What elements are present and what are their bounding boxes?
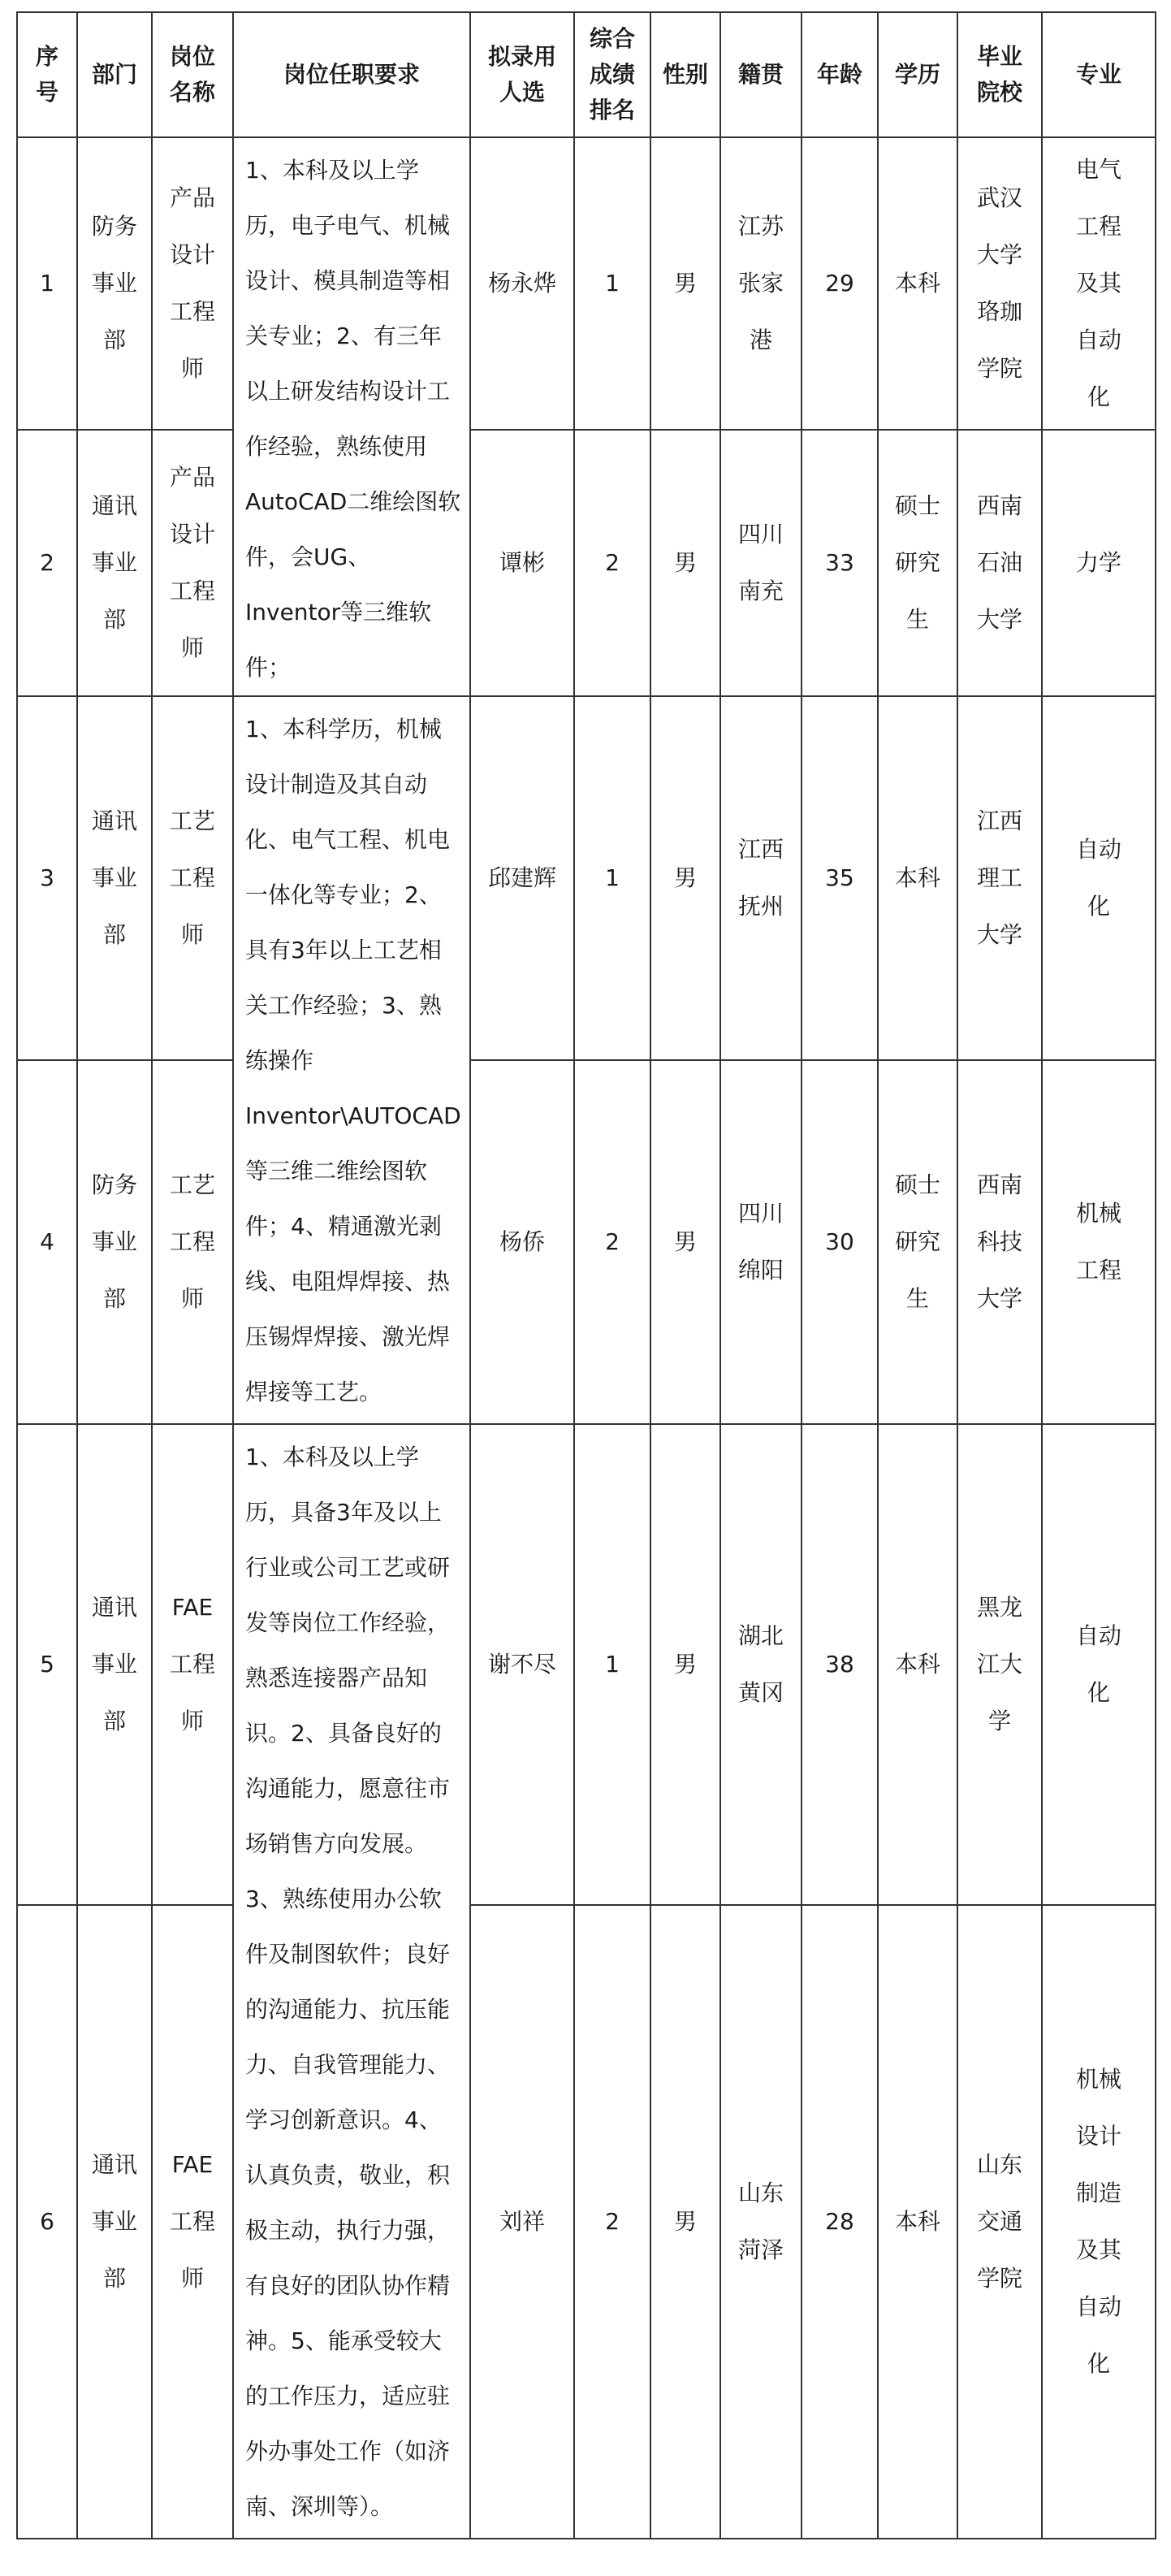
cell-name: 谭彬 — [470, 430, 574, 696]
cell-gender: 男 — [650, 1424, 720, 1905]
cell-origin: 江苏张家港 — [720, 137, 802, 430]
cell-name: 刘祥 — [470, 1905, 574, 2539]
header-cell: 拟录用人选 — [470, 12, 574, 137]
header-cell: 籍贯 — [720, 12, 802, 137]
cell-dept: 通讯事业部 — [77, 696, 152, 1060]
cell-edu: 硕士研究生 — [878, 430, 957, 696]
cell-no: 3 — [17, 696, 77, 1060]
cell-major: 电气工程及其自动化 — [1042, 137, 1156, 430]
cell-dept: 通讯事业部 — [77, 430, 152, 696]
header-cell: 学历 — [878, 12, 957, 137]
cell-gender: 男 — [650, 1905, 720, 2539]
cell-no: 5 — [17, 1424, 77, 1905]
header-cell: 专业 — [1042, 12, 1156, 137]
cell-rank: 2 — [574, 1060, 650, 1424]
table-row — [17, 1060, 1156, 1424]
cell-edu: 本科 — [878, 1905, 957, 2539]
cell-age: 33 — [802, 430, 878, 696]
cell-edu: 本科 — [878, 696, 957, 1060]
cell-name: 杨侨 — [470, 1060, 574, 1424]
cell-post: 产品设计工程师 — [152, 430, 233, 696]
table-row — [17, 430, 1156, 696]
cell-post: 工艺工程师 — [152, 1060, 233, 1424]
table-row — [17, 137, 1156, 430]
table-row — [17, 1905, 1156, 2539]
cell-origin: 湖北黄冈 — [720, 1424, 802, 1905]
cell-edu: 本科 — [878, 137, 957, 430]
cell-rank: 1 — [574, 137, 650, 430]
cell-dept: 防务事业部 — [77, 1060, 152, 1424]
cell-major: 机械设计制造及其自动化 — [1042, 1905, 1156, 2539]
recruitment-table — [16, 11, 1156, 2539]
header-cell: 岗位名称 — [152, 12, 233, 137]
cell-school: 武汉大学珞珈学院 — [957, 137, 1042, 430]
header-cell: 综合成绩排名 — [574, 12, 650, 137]
cell-rank: 1 — [574, 1424, 650, 1905]
cell-rank: 1 — [574, 696, 650, 1060]
cell-post: 工艺工程师 — [152, 696, 233, 1060]
cell-post: FAE工程师 — [152, 1905, 233, 2539]
cell-school: 山东交通学院 — [957, 1905, 1042, 2539]
cell-no: 6 — [17, 1905, 77, 2539]
cell-rank: 2 — [574, 1905, 650, 2539]
cell-post: 产品设计工程师 — [152, 137, 233, 430]
cell-origin: 山东菏泽 — [720, 1905, 802, 2539]
cell-gender: 男 — [650, 696, 720, 1060]
cell-no: 1 — [17, 137, 77, 430]
cell-rank: 2 — [574, 430, 650, 696]
cell-age: 38 — [802, 1424, 878, 1905]
cell-age: 28 — [802, 1905, 878, 2539]
cell-no: 4 — [17, 1060, 77, 1424]
cell-age: 35 — [802, 696, 878, 1060]
cell-major: 自动化 — [1042, 1424, 1156, 1905]
cell-gender: 男 — [650, 1060, 720, 1424]
cell-no: 2 — [17, 430, 77, 696]
cell-requirements: 1、本科及以上学历，电子电气、机械设计、模具制造等相关专业；2、有三年以上研发结构设计工作经验，熟练使用AutoCAD二维绘图软件，会UG、Inventor等三维软件； — [233, 137, 470, 696]
cell-major: 机械工程 — [1042, 1060, 1156, 1424]
cell-dept: 通讯事业部 — [77, 1905, 152, 2539]
table-row — [17, 696, 1156, 1060]
cell-edu: 本科 — [878, 1424, 957, 1905]
cell-edu: 硕士研究生 — [878, 1060, 957, 1424]
table-row — [17, 1424, 1156, 1905]
cell-requirements: 1、本科及以上学历，具备3年及以上行业或公司工艺或研发等岗位工作经验，熟悉连接器产品知识。2、具备良好的沟通能力，愿意往市场销售方向发展。3、熟练使用办公软件及制图软件；良好的沟通能力、抗压能力、自我管理能力、学习创新意识。4、认真负责，敬业，积极主动，执行力强，有良好的团队协作精神。5、能承受较大的工作压力，适应驻外办事处工作（如济南、深圳等）。 — [233, 1424, 470, 2539]
cell-school: 江西理工大学 — [957, 696, 1042, 1060]
cell-dept: 防务事业部 — [77, 137, 152, 430]
cell-origin: 四川南充 — [720, 430, 802, 696]
cell-requirements: 1、本科学历，机械设计制造及其自动化、电气工程、机电一体化等专业；2、具有3年以上工艺相关工作经验；3、熟练操作Inventor\AUTOCAD等三维二维绘图软件；4、精通激光剥线、电阻焊焊接、热压锡焊焊接、激光焊焊接等工艺。 — [233, 696, 470, 1424]
cell-gender: 男 — [650, 430, 720, 696]
cell-major: 力学 — [1042, 430, 1156, 696]
cell-name: 杨永烨 — [470, 137, 574, 430]
cell-age: 29 — [802, 137, 878, 430]
cell-school: 西南石油大学 — [957, 430, 1042, 696]
cell-name: 谢不尽 — [470, 1424, 574, 1905]
table-wrapper — [16, 11, 1156, 2539]
header-cell: 毕业院校 — [957, 12, 1042, 137]
cell-dept: 通讯事业部 — [77, 1424, 152, 1905]
cell-age: 30 — [802, 1060, 878, 1424]
header-cell: 年龄 — [802, 12, 878, 137]
cell-major: 自动化 — [1042, 696, 1156, 1060]
cell-origin: 江西抚州 — [720, 696, 802, 1060]
header-cell: 岗位任职要求 — [233, 12, 470, 137]
cell-post: FAE工程师 — [152, 1424, 233, 1905]
cell-school: 西南科技大学 — [957, 1060, 1042, 1424]
cell-name: 邱建辉 — [470, 696, 574, 1060]
cell-school: 黑龙江大学 — [957, 1424, 1042, 1905]
header-row — [17, 12, 1156, 137]
header-cell: 部门 — [77, 12, 152, 137]
header-cell: 序号 — [17, 12, 77, 137]
cell-origin: 四川绵阳 — [720, 1060, 802, 1424]
cell-gender: 男 — [650, 137, 720, 430]
header-cell: 性别 — [650, 12, 720, 137]
